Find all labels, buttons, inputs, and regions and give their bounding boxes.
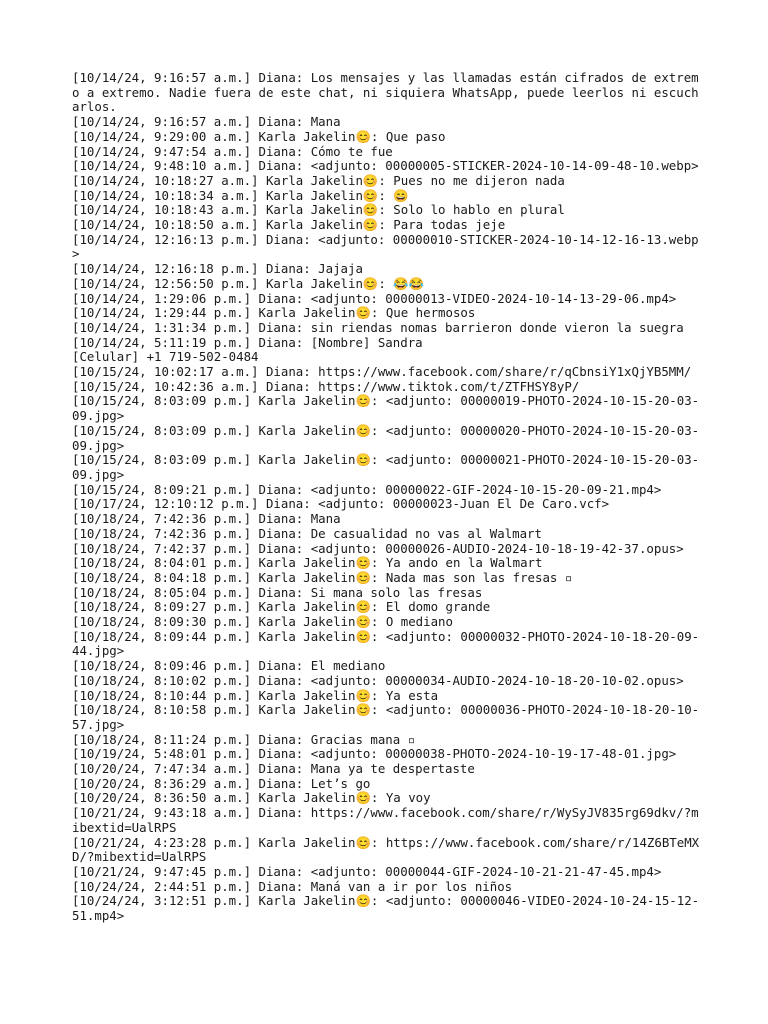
chat-line: [10/14/24, 1:31:34 p.m.] Diana: sin riendas nomas barrieron donde vieron la suegra (72, 319, 684, 335)
chat-line: [10/15/24, 10:42:36 a.m.] Diana: https://www.tiktok.com/t/ZTFHSY8yP/ (72, 378, 580, 394)
chat-line: [10/14/24, 10:18:50 a.m.] Karla Jakelin😊: Para todas jeje (72, 217, 506, 233)
chat-line: [10/20/24, 8:36:29 a.m.] Diana: Let’s go (72, 775, 371, 791)
chat-transcript (72, 71, 702, 924)
chat-line: [10/14/24, 1:29:06 p.m.] Diana: <adjunto: 00000013-VIDEO-2024-10-14-13-29-06.mp4> (72, 290, 677, 306)
chat-line: [10/18/24, 8:05:04 p.m.] Diana: Si mana solo las fresas (72, 584, 483, 600)
chat-line: [10/18/24, 8:09:44 p.m.] Karla Jakelin😊: <adjunto: 00000032-PHOTO-2024-10-18-20-09-44.jpg> (72, 628, 700, 659)
chat-line: [Celular] +1 719-502-0484 (72, 349, 259, 365)
chat-line: [10/14/24, 9:16:57 a.m.] Diana: Mana (72, 114, 341, 130)
chat-line: [10/18/24, 8:09:30 p.m.] Karla Jakelin😊: O mediano (72, 614, 453, 630)
chat-line: [10/15/24, 8:03:09 p.m.] Karla Jakelin😊: <adjunto: 00000020-PHOTO-2024-10-15-20-03-09.jpg> (72, 422, 700, 453)
chat-line: [10/18/24, 8:09:46 p.m.] Diana: El mediano (72, 658, 386, 674)
chat-line: [10/15/24, 8:09:21 p.m.] Diana: <adjunto: 00000022-GIF-2024-10-15-20-09-21.mp4> (72, 481, 662, 497)
chat-line: [10/19/24, 5:48:01 p.m.] Diana: <adjunto: 00000038-PHOTO-2024-10-19-17-48-01.jpg> (72, 746, 677, 762)
chat-line: [10/18/24, 8:10:58 p.m.] Karla Jakelin😊: <adjunto: 00000036-PHOTO-2024-10-18-20-10-57.jpg> (72, 702, 700, 732)
chat-line: [10/18/24, 8:10:02 p.m.] Diana: <adjunto: 00000034-AUDIO-2024-10-18-20-10-02.opus> (72, 672, 684, 688)
chat-line: [10/21/24, 4:23:28 p.m.] Karla Jakelin😊: https://www.facebook.com/share/r/14Z6BTeMXD/?mibextid=UalRPS (72, 834, 700, 865)
chat-line: [10/18/24, 7:42:36 p.m.] Diana: De casualidad no vas al Walmart (72, 525, 542, 541)
chat-line: [10/14/24, 12:16:13 p.m.] Diana: <adjunto: 00000010-STICKER-2024-10-14-12-16-13.webp> (72, 231, 699, 262)
chat-line: [10/14/24, 9:16:57 a.m.] Diana: Los mensajes y las llamadas están cifrados de extremo a extremo. Nadie fuera de este chat, ni siquiera WhatsApp, puede leerlos ni escucharlos. (72, 70, 699, 115)
chat-line: [10/14/24, 10:18:43 a.m.] Karla Jakelin😊: Solo lo hablo en plural (72, 202, 565, 218)
chat-line: [10/15/24, 10:02:17 a.m.] Diana: https://www.facebook.com/share/r/qCbnsiY1xQjYB5MM/ (72, 364, 692, 380)
chat-line: [10/21/24, 9:47:45 p.m.] Diana: <adjunto: 00000044-GIF-2024-10-21-21-47-45.mp4> (72, 863, 662, 879)
chat-line: [10/18/24, 8:04:18 p.m.] Karla Jakelin😊: Nada mas son las fresas ▫ (72, 569, 573, 585)
chat-line: [10/14/24, 5:11:19 p.m.] Diana: [Nombre] Sandra (72, 334, 423, 350)
chat-line: [10/18/24, 7:42:37 p.m.] Diana: <adjunto: 00000026-AUDIO-2024-10-18-19-42-37.opus> (72, 540, 684, 556)
chat-line: [10/15/24, 8:03:09 p.m.] Karla Jakelin😊: <adjunto: 00000019-PHOTO-2024-10-15-20-03-09.jpg> (72, 393, 700, 424)
chat-line: [10/14/24, 9:29:00 a.m.] Karla Jakelin😊: Que paso (72, 128, 446, 144)
chat-line: [10/18/24, 8:11:24 p.m.] Diana: Gracias mana ▫ (72, 731, 416, 747)
chat-line: [10/14/24, 12:56:50 p.m.] Karla Jakelin😊: 😂😂 (72, 275, 425, 291)
chat-line: [10/18/24, 8:10:44 p.m.] Karla Jakelin😊: Ya esta (72, 687, 439, 703)
chat-line: [10/14/24, 10:18:34 a.m.] Karla Jakelin😊: 😄 (72, 187, 409, 203)
chat-line: [10/18/24, 8:04:01 p.m.] Karla Jakelin😊: Ya ando en la Walmart (72, 555, 543, 571)
chat-line: [10/20/24, 7:47:34 a.m.] Diana: Mana ya te despertaste (72, 761, 475, 777)
chat-line: [10/18/24, 7:42:36 p.m.] Diana: Mana (72, 511, 341, 527)
chat-line: [10/15/24, 8:03:09 p.m.] Karla Jakelin😊: <adjunto: 00000021-PHOTO-2024-10-15-20-03-09.jpg> (72, 452, 700, 482)
chat-line: [10/14/24, 9:47:54 a.m.] Diana: Cómo te fue (72, 143, 393, 159)
chat-line: [10/14/24, 9:48:10 a.m.] Diana: <adjunto: 00000005-STICKER-2024-10-14-09-48-10.webp> (72, 158, 699, 174)
chat-line: [10/24/24, 2:44:51 p.m.] Diana: Maná van a ir por los niños (72, 878, 513, 894)
chat-line: [10/21/24, 9:43:18 a.m.] Diana: https://www.facebook.com/share/r/WySyJV835rg69dkv/?mibextid=UalRPS (72, 805, 699, 835)
chat-line: [10/17/24, 12:10:12 p.m.] Diana: <adjunto: 00000023-Juan El De Caro.vcf> (72, 496, 610, 512)
chat-line: [10/14/24, 12:16:18 p.m.] Diana: Jajaja (72, 261, 363, 277)
chat-line: [10/20/24, 8:36:50 a.m.] Karla Jakelin😊: Ya voy (72, 790, 431, 806)
chat-line: [10/14/24, 10:18:27 a.m.] Karla Jakelin😊: Pues no me dijeron nada (72, 172, 565, 188)
chat-line: [10/14/24, 1:29:44 p.m.] Karla Jakelin😊: Que hermosos (72, 305, 476, 321)
chat-line: [10/18/24, 8:09:27 p.m.] Karla Jakelin😊: El domo grande (72, 599, 491, 615)
chat-line: [10/24/24, 3:12:51 p.m.] Karla Jakelin😊: <adjunto: 00000046-VIDEO-2024-10-24-15-12-51.mp4> (72, 893, 700, 924)
